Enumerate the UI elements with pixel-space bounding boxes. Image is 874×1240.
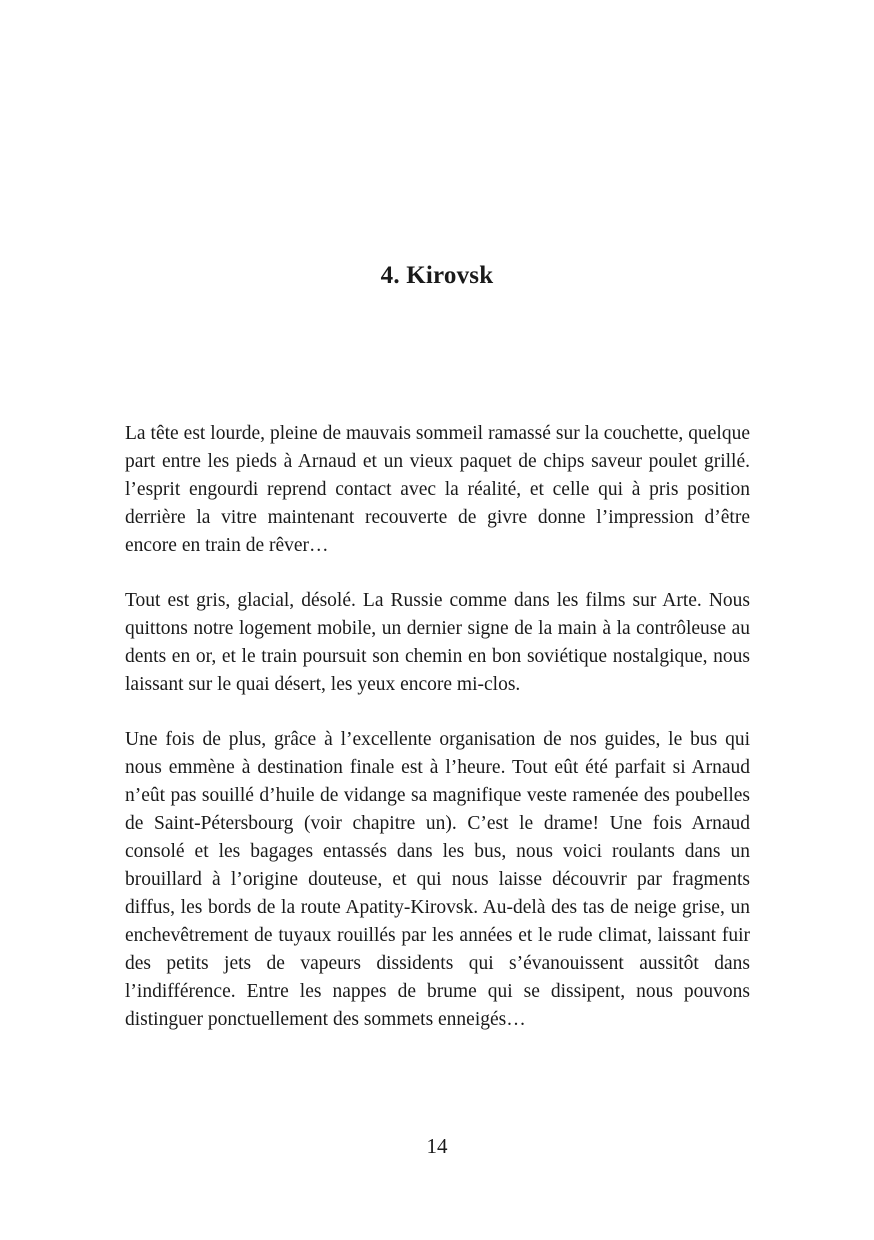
chapter-title: 4. Kirovsk (380, 262, 494, 289)
paragraph-2: Tout est gris, glacial, désolé. La Russie comme dans les films sur Arte. Nous quittons notre logement mobile, un dernier signe de la main à la contrôleuse au dents en or, et le train poursuit son chemin en bon soviétique nostalgique, nous laissant sur le quai désert, les yeux encore mi-clos. (125, 590, 750, 695)
chapter-body (125, 420, 750, 1061)
paragraph-1: La tête est lourde, pleine de mauvais sommeil ramassé sur la couchette, quelque part entre les pieds à Arnaud et un vieux paquet de chips saveur poulet grillé. l’esprit engourdi reprend contact avec la réalité, et celle qui à pris position derrière la vitre maintenant recouverte de givre donne l’impression d’être encore en train de rêver… (125, 423, 750, 556)
paragraph-3: Une fois de plus, grâce à l’excellente organisation de nos guides, le bus qui nous emmène à destination finale est à l’heure. Tout eût été parfait si Arnaud n’eût pas souillé d’huile de vidange sa magnifique veste ramenée des poubelles de Saint-Pétersbourg (voir chapitre un). C’est le drame! Une fois Arnaud consolé et les bagages entassés dans les bus, nous voici roulants dans un brouillard à l’origine douteuse, et qui nous laisse découvrir par fragments diffus, les bords de la route Apatity-Kirovsk. Au-delà des tas de neige grise, un enchevêtrement de tuyaux rouillés par les années et le rude climat, laissant fuir des petits jets de vapeurs dissidents qui s’évanouissent aussitôt dans l’indifférence. Entre les nappes de brume qui se dissipent, nous pouvons distinguer ponctuellement des sommets enneigés… (125, 729, 750, 1030)
page-number: 14 (426, 1134, 448, 1158)
